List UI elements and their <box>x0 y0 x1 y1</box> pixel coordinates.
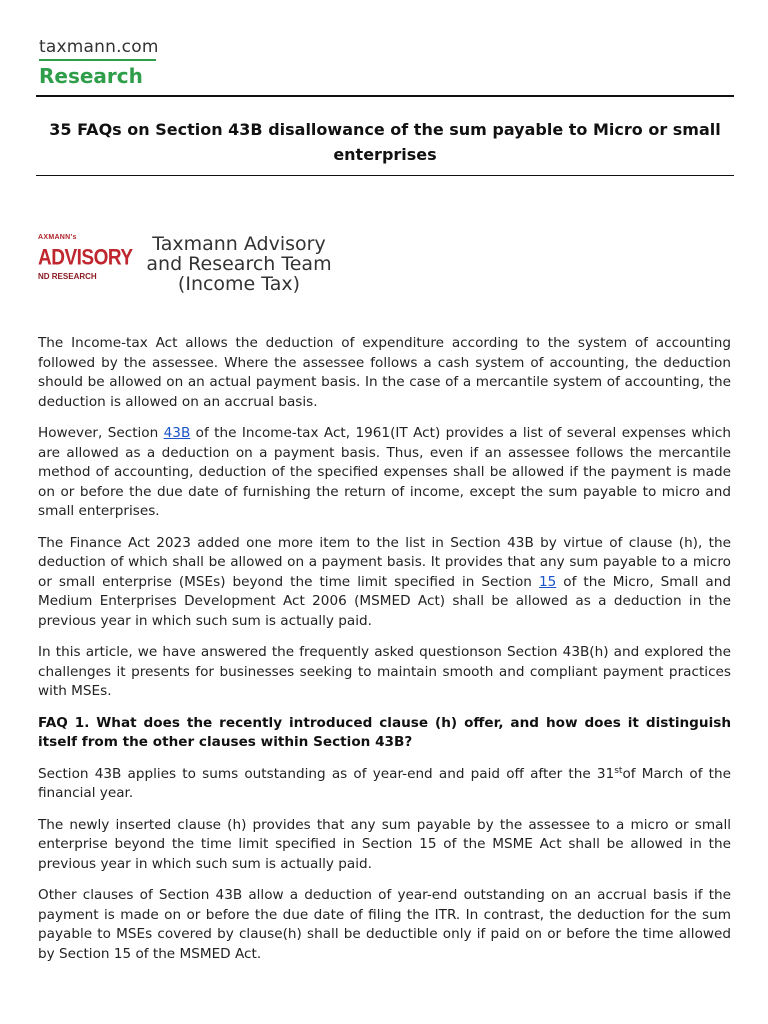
author-line-2: and Research Team <box>146 253 332 275</box>
section-43b-link[interactable]: 43B <box>163 425 191 441</box>
title-rule <box>36 175 734 176</box>
brand-divider <box>39 59 156 61</box>
text: However, Section <box>38 425 164 441</box>
article-body <box>38 334 731 976</box>
faq-1-question: FAQ 1. What does the recently introduced clause (h) offer, and how does it distinguish itself from the other clauses within Section 43B? <box>38 714 731 750</box>
section-15-link[interactable]: 15 <box>538 573 557 590</box>
author-block <box>133 234 345 294</box>
text: of the Micro, Small and Medium Enterprises Development Act 2006 (MSMED Act) shall be allowed as a deduction in the previous year in which such sum is actually paid. <box>38 573 732 629</box>
paragraph-faq1-answer-3: Other clauses of Section 43B allow a deduction of year-end outstanding on an accrual basis if the payment is made on or before the due date of filing the ITR. In contrast, the deduction for the sum payable to MSEs covered by clause(h) shall be deductible only if paid on or before the time allowed by Section 15 of the MSMED Act. <box>38 887 731 962</box>
logo-line-2: ADVISORY <box>38 246 133 271</box>
page-title: 35 FAQs on Section 43B disallowance of the sum payable to Micro or small enterprises <box>49 120 721 164</box>
paragraph-article-scope: In this article, we have answered the frequently asked questionson Section 43B(h) and explored the challenges it presents for businesses seeking to maintain smooth and compliant payment practices with MSEs. <box>38 644 731 699</box>
author-line-3: (Income Tax) <box>177 273 301 295</box>
brand-site[interactable]: taxmann.com <box>39 37 159 57</box>
logo-line-1: AXMANN's <box>38 234 77 241</box>
logo-line-3: ND RESEARCH <box>38 272 97 281</box>
paragraph-faq1-answer-2: The newly inserted clause (h) provides that any sum payable by the assessee to a micro or small enterprise beyond the time limit specified in Section 15 of the MSME Act shall be allowed in the previous year in which such sum is actually paid. <box>38 816 731 872</box>
text: Section 43B applies to sums outstanding as of year-end and paid off after the 31 <box>38 765 615 782</box>
paragraph-finance-act <box>38 534 731 632</box>
text: of the Income-tax Act, 1961(IT Act) provides a list of several expenses which are allowed as a deduction on a payment basis. Thus, even if an assessee follows the mercantile method of accounting, deduction of the specified expenses shall be allowed if the payment is made on or before the due date of furnishing the return of income, except the sum payable to micro and small enterprises. <box>38 425 731 519</box>
top-rule <box>36 95 734 97</box>
text: The Finance Act 2023 added one more item to the list in Section 43B by virtue of clause (h), the deduction of which shall be allowed on a payment basis. It provides that any sum payable to a micro or small enterprise (MSEs) beyond the time limit specified in Section <box>38 534 731 590</box>
author-line-1: Taxmann Advisory <box>152 233 326 255</box>
text: of March of the financial year. <box>38 765 731 801</box>
brand-section: Research <box>39 64 143 88</box>
paragraph-section-43b <box>38 424 731 522</box>
advisory-logo <box>38 234 133 294</box>
superscript: st <box>614 765 623 776</box>
paragraph-faq1-answer-1 <box>38 765 731 804</box>
paragraph-intro: The Income-tax Act allows the deduction of expenditure according to the system of accounting followed by the assessee. Where the assessee follows a cash system of accounting, the deduction should be allowed on an actual payment basis. In the case of a mercantile system of accounting, the deduction is allowed on an accrual basis. <box>38 335 731 410</box>
